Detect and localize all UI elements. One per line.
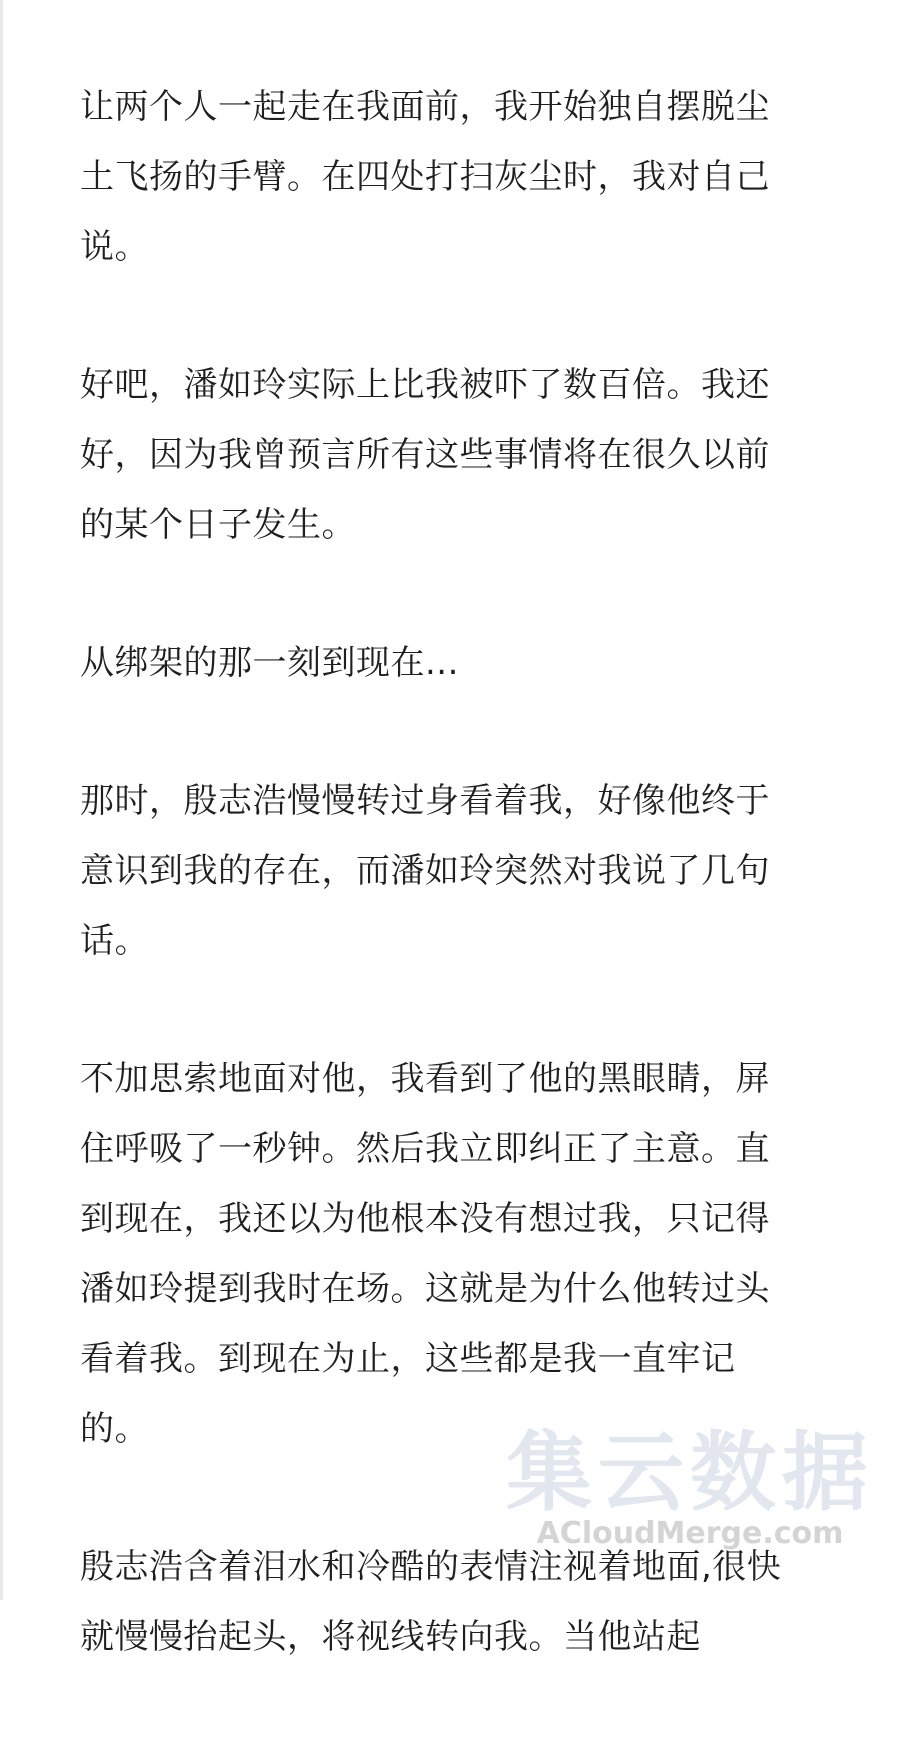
page-edge (0, 0, 3, 1600)
paragraph-6: 殷志浩含着泪水和冷酷的表情注视着地面,很快就慢慢抬起头，将视线转向我。当他站起 (80, 1547, 782, 1657)
paragraph-4: 那时，殷志浩慢慢转过身看着我，好像他终于意识到我的存在，而潘如玲突然对我说了几句话。 (80, 781, 770, 961)
watermark-cn: 集云数据 (506, 1423, 874, 1523)
paragraph-1: 让两个人一起走在我面前，我开始独自摆脱尘土飞扬的手臂。在四处打扫灰尘时，我对自己说。 (80, 87, 770, 267)
watermark-en: ACloudMerge.com (536, 1516, 844, 1551)
article-body (80, 72, 800, 1740)
paragraph-2: 好吧，潘如玲实际上比我被吓了数百倍。我还好，因为我曾预言所有这些事情将在很久以前的某个日子发生。 (80, 365, 770, 545)
paragraph-3: 从绑架的那一刻到现在... (80, 643, 459, 683)
paragraph-5: 不加思索地面对他，我看到了他的黑眼睛，屏住呼吸了一秒钟。然后我立即纠正了主意。直到现在，我还以为他根本没有想过我，只记得潘如玲提到我时在场。这就是为什么他转过头看着我。到现在为止，这些都是我一直牢记的。 (80, 1059, 770, 1449)
